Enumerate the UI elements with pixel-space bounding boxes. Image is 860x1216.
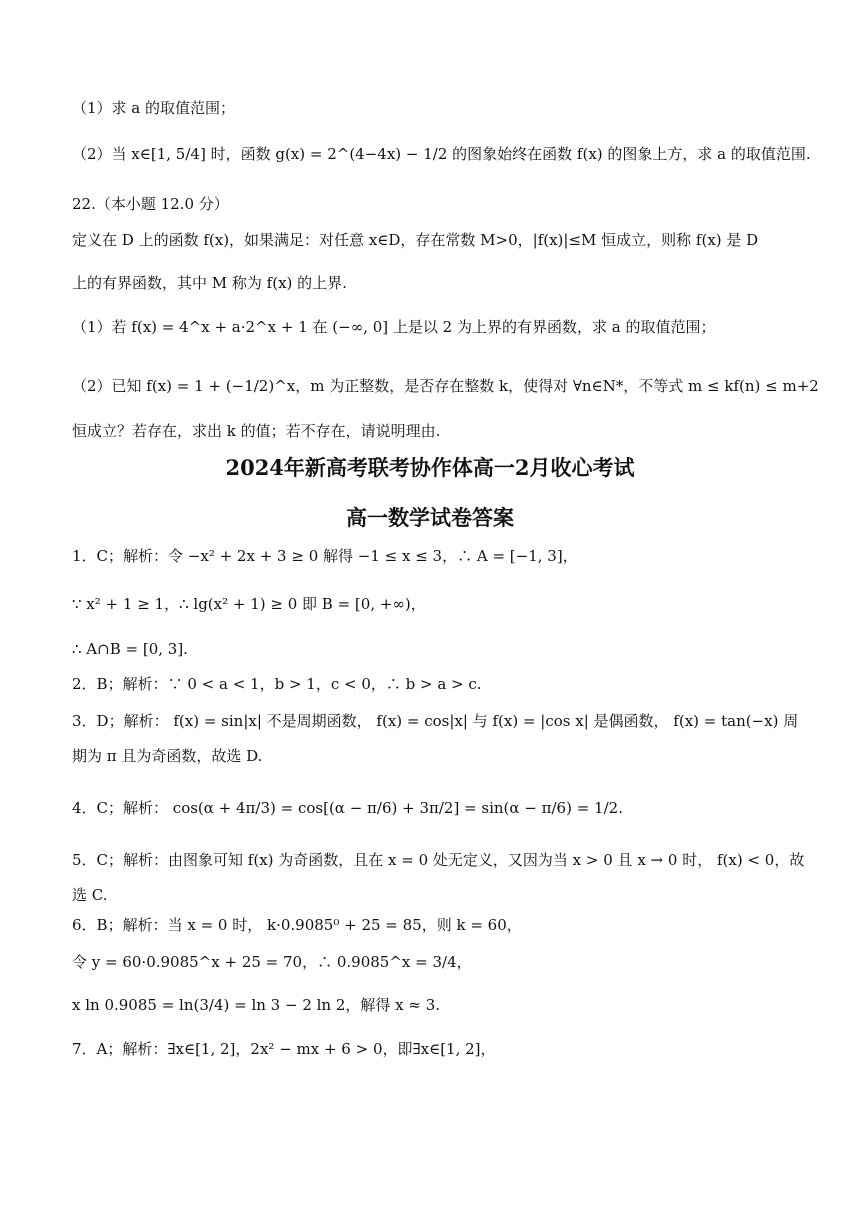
answer-3-line1: 3．D；解析： f(x) = sin|x| 不是周期函数， f(x) = cos|x| 与 f(x) = |cos x| 是偶函数， f(x) = tan(−x) 周 [72, 712, 799, 730]
q22-part2-line2: 恒成立？若存在，求出 k 的值；若不存在，请说明理由. [72, 422, 441, 440]
q22-definition-line2: 上的有界函数，其中 M 称为 f(x) 的上界. [72, 274, 347, 292]
answer-6-line2: 令 y = 60·0.9085^x + 25 = 70，∴ 0.9085^x = 3/4， [72, 953, 472, 971]
q21-part1: （1）求 a 的取值范围； [72, 99, 236, 117]
answer-7-line1: 7．A；解析：∃x∈[1, 2]，2x² − mx + 6 > 0，即∃x∈[1, 2]， [72, 1040, 496, 1058]
q22-header: 22.（本小题 12.0 分） [72, 195, 229, 213]
q22-definition-line1: 定义在 D 上的函数 f(x)，如果满足：对任意 x∈D，存在常数 M>0，|f(x)|≤M 恒成立，则称 f(x) 是 D [72, 231, 759, 249]
q22-part1: （1）若 f(x) = 4^x + a·2^x + 1 在 (−∞, 0] 上是以 2 为上界的有界函数，求 a 的取值范围； [72, 318, 716, 336]
answer-1-line2: ∵ x² + 1 ≥ 1，∴ lg(x² + 1) ≥ 0 即 B = [0, +∞)， [72, 595, 426, 613]
q22-part2-line1: （2）已知 f(x) = 1 + (−1/2)^x，m 为正整数，是否存在整数 k，使得对 ∀n∈N*，不等式 m ≤ kf(n) ≤ m+2 [72, 377, 819, 395]
answer-5-line2: 选 C. [72, 886, 108, 904]
answer-1-line1: 1．C；解析：令 −x² + 2x + 3 ≥ 0 解得 −1 ≤ x ≤ 3，∴ A = [−1, 3]， [72, 547, 578, 565]
answer-title: 高一数学试卷答案 [346, 505, 514, 530]
answer-3-line2: 期为 π 且为奇函数，故选 D. [72, 747, 263, 765]
exam-title: 2024年新高考联考协作体高一2月收心考试 [225, 455, 635, 480]
q21-part2: （2）当 x∈[1, 5/4] 时，函数 g(x) = 2^(4−4x) − 1/2 的图象始终在函数 f(x) 的图象上方，求 a 的取值范围. [72, 145, 811, 163]
answer-6-line1: 6．B；解析：当 x = 0 时， k·0.9085⁰ + 25 = 85，则 k = 60， [72, 916, 522, 934]
answer-5-line1: 5．C；解析：由图象可知 f(x) 为奇函数，且在 x = 0 处无定义，又因为当 x > 0 且 x → 0 时， f(x) < 0，故 [72, 851, 805, 869]
answer-2: 2．B；解析：∵ 0 < a < 1，b > 1，c < 0，∴ b > a > c. [72, 675, 482, 693]
answer-1-line3: ∴ A∩B = [0, 3]. [72, 640, 188, 658]
answer-6-line3: x ln 0.9085 = ln(3/4) = ln 3 − 2 ln 2，解得 x ≈ 3. [72, 996, 441, 1014]
answer-4: 4．C；解析： cos(α + 4π/3) = cos[(α − π/6) + 3π/2] = sin(α − π/6) = 1/2. [72, 799, 623, 817]
